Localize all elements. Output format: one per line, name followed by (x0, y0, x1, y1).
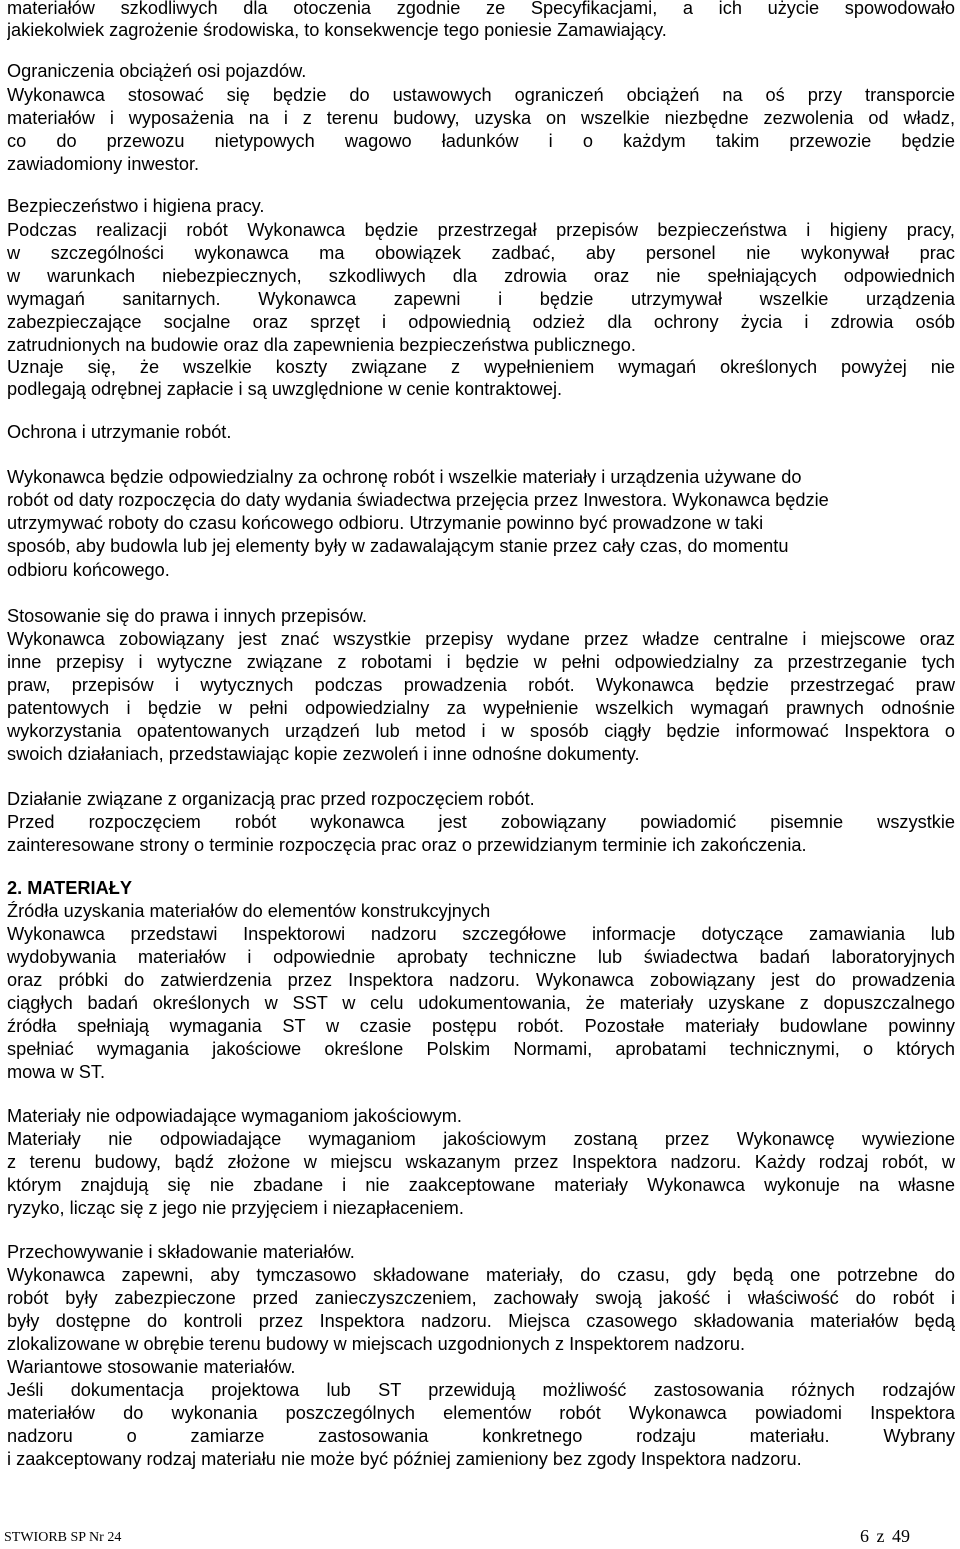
text-line: zawiadomiony inwestor. (7, 154, 200, 174)
text-line: robót były zabezpieczone przed zanieczyszczeniem, zachowały swoją jakość i właściwość do robót i (7, 1288, 955, 1308)
text-line: mowa w ST. (7, 1062, 106, 1082)
text-line: Wykonawca zapewni, aby tymczasowo składowane materiały, do czasu, gdy będą one potrzebne do (7, 1265, 955, 1285)
text-line: Przed rozpoczęciem robót wykonawca jest zobowiązany powiadomić pisemnie wszystkie (7, 812, 955, 832)
text-line: nadzoru o zamiarze zastosowania konkretnego rodzaju materiału. Wybrany (7, 1426, 955, 1446)
footer-document-code: STWIORB SP Nr 24 (4, 1530, 122, 1545)
text-line: podlegają odrębnej zapłacie i są uwzględnione w cenie kontraktowej. (7, 379, 563, 399)
text-line: Wykonawca będzie odpowiedzialny za ochronę robót i wszelkie materiały i urządzenia używane do (7, 467, 802, 487)
text-line: zlokalizowane w obrębie terenu budowy w miejscach uzgodnionych z Inspektorem nadzoru. (7, 1334, 746, 1354)
text-line: w warunkach niebezpiecznych, szkodliwych dla zdrowia oraz nie spełniających odpowiednich (7, 266, 955, 286)
text-line: co do przewozu nietypowych wagowo ładunków i o każdym takim przewozie będzie (7, 131, 955, 151)
text-line: Działanie związane z organizacją prac przed rozpoczęciem robót. (7, 789, 535, 809)
text-line: robót od daty rozpoczęcia do daty wydania świadectwa przejęcia przez Inwestora. Wykonawca będzie (7, 490, 829, 510)
text-line: Przechowywanie i składowanie materiałów. (7, 1242, 355, 1262)
text-line: utrzymywać roboty do czasu końcowego odbioru. Utrzymanie powinno być prowadzone w taki (7, 513, 764, 533)
text-line: odbioru końcowego. (7, 560, 170, 580)
text-line: Źródła uzyskania materiałów do elementów konstrukcyjnych (7, 901, 491, 921)
text-line: zabezpieczające socjalne oraz sprzęt i odpowiednią odzież dla ochrony życia i zdrowia osób (7, 312, 955, 332)
text-line: ryzyko, licząc się z jego nie przyjęciem i niezapłaceniem. (7, 1198, 464, 1218)
text-line: którym znajdują się nie zbadane i nie zaakceptowane materiały Wykonawca wykonuje na własne (7, 1175, 955, 1195)
text-line: Materiały nie odpowiadające wymaganiom jakościowym. (7, 1106, 462, 1126)
text-line: swoich działaniach, przedstawiając kopie zezwoleń i inne odnośne dokumenty. (7, 744, 640, 764)
text-line: wymagań sanitarnych. Wykonawca zapewni i będzie utrzymywał wszelkie urządzenia (7, 289, 955, 309)
text-line: z terenu budowy, bądź złożone w miejscu wskazanym przez Inspektora nadzoru. Każdy rodzaj robót, w (7, 1152, 955, 1172)
text-line: ciągłych badań określonych w SST w celu udokumentowania, że materiały uzyskane z dopuszczalnego (7, 993, 955, 1013)
text-line: Stosowanie się do prawa i innych przepisów. (7, 606, 367, 626)
text-line: wykorzystania opatentowanych urządzeń lub metod i w sposób ciągły będzie informować Inspektora o (7, 721, 955, 741)
text-line: Bezpieczeństwo i higiena pracy. (7, 196, 265, 216)
text-line: Materiały nie odpowiadające wymaganiom jakościowym zostaną przez Wykonawcę wywiezione (7, 1129, 955, 1149)
text-line: materiałów i wyposażenia na i z terenu budowy, uzyska on wszelkie niezbędne zezwolenia od władz, (7, 108, 955, 128)
text-line: w szczególności wykonawca ma obowiązek zadbać, aby personel nie wykonywał prac (7, 243, 955, 263)
text-line: Uznaje się, że wszelkie koszty związane z wypełnieniem wymagań określonych powyżej nie (7, 357, 955, 377)
text-line: wydobywania materiałów i odpowiednie aprobaty techniczne lub świadectwa badań laboratoryjnych (7, 947, 955, 967)
text-line: Jeśli dokumentacja projektowa lub ST przewidują możliwość zastosowania różnych rodzajów (7, 1380, 955, 1400)
text-line: zainteresowane strony o terminie rozpoczęcia prac oraz o przewidzianym terminie ich zakończenia. (7, 835, 807, 855)
text-line: inne przepisy i wytyczne związane z robotami i będzie w pełni odpowiedzialny za przestrzeganie tych (7, 652, 955, 672)
text-line: Wykonawca przedstawi Inspektorowi nadzoru szczegółowe informacje dotyczące zamawiania lub (7, 924, 955, 944)
text-line: sposób, aby budowla lub jej elementy były w zadawalającym stanie przez cały czas, do momentu (7, 536, 789, 556)
text-line: spełniać wymagania jakościowe określone Polskim Normami, aprobatami technicznymi, o których (7, 1039, 955, 1059)
footer-page-number: 6 z 49 (860, 1526, 910, 1546)
text-line: Ograniczenia obciążeń osi pojazdów. (7, 61, 307, 81)
text-line: Wariantowe stosowanie materiałów. (7, 1357, 296, 1377)
text-line: jakiekolwiek zagrożenie środowiska, to konsekwencje tego poniesie Zamawiający. (7, 20, 667, 40)
text-line: Podczas realizacji robót Wykonawca będzie przestrzegał przepisów bezpieczeństwa i higieny pracy, (7, 220, 955, 240)
text-line: były dostępne do kontroli przez Inspektora nadzoru. Miejsca czasowego składowania materiałów będą (7, 1311, 955, 1331)
text-line: Ochrona i utrzymanie robót. (7, 422, 232, 442)
section-heading: 2. MATERIAŁY (7, 878, 132, 898)
text-line: i zaakceptowany rodzaj materiału nie może być później zamieniony bez zgody Inspektora nadzoru. (7, 1449, 802, 1469)
text-line: oraz próbki do zatwierdzenia przez Inspektora nadzoru. Wykonawca zobowiązany jest do prowadzenia (7, 970, 955, 990)
text-line: materiałów do wykonania poszczególnych elementów robót Wykonawca powiadomi Inspektora (7, 1403, 955, 1423)
text-line: zatrudnionych na budowie oraz dla zapewnienia bezpieczeństwa publicznego. (7, 335, 636, 355)
text-line: Wykonawca zobowiązany jest znać wszystkie przepisy wydane przez władze centralne i miejscowe oraz (7, 629, 955, 649)
text-line: praw, przepisów i wytycznych podczas prowadzenia robót. Wykonawca będzie przestrzegać praw (7, 675, 955, 695)
text-line: źródła spełniają wymagania ST w czasie postępu robót. Pozostałe materiały budowlane powinny (7, 1016, 955, 1036)
text-line: patentowych i będzie w pełni odpowiedzialny za wypełnienie wszelkich wymagań prawnych odnośnie (7, 698, 955, 718)
text-line: Wykonawca stosować się będzie do ustawowych ograniczeń obciążeń na oś przy transporcie (7, 85, 955, 105)
text-line: materiałów szkodliwych dla otoczenia zgodnie ze Specyfikacjami, a ich użycie spowodowało (7, 0, 955, 18)
